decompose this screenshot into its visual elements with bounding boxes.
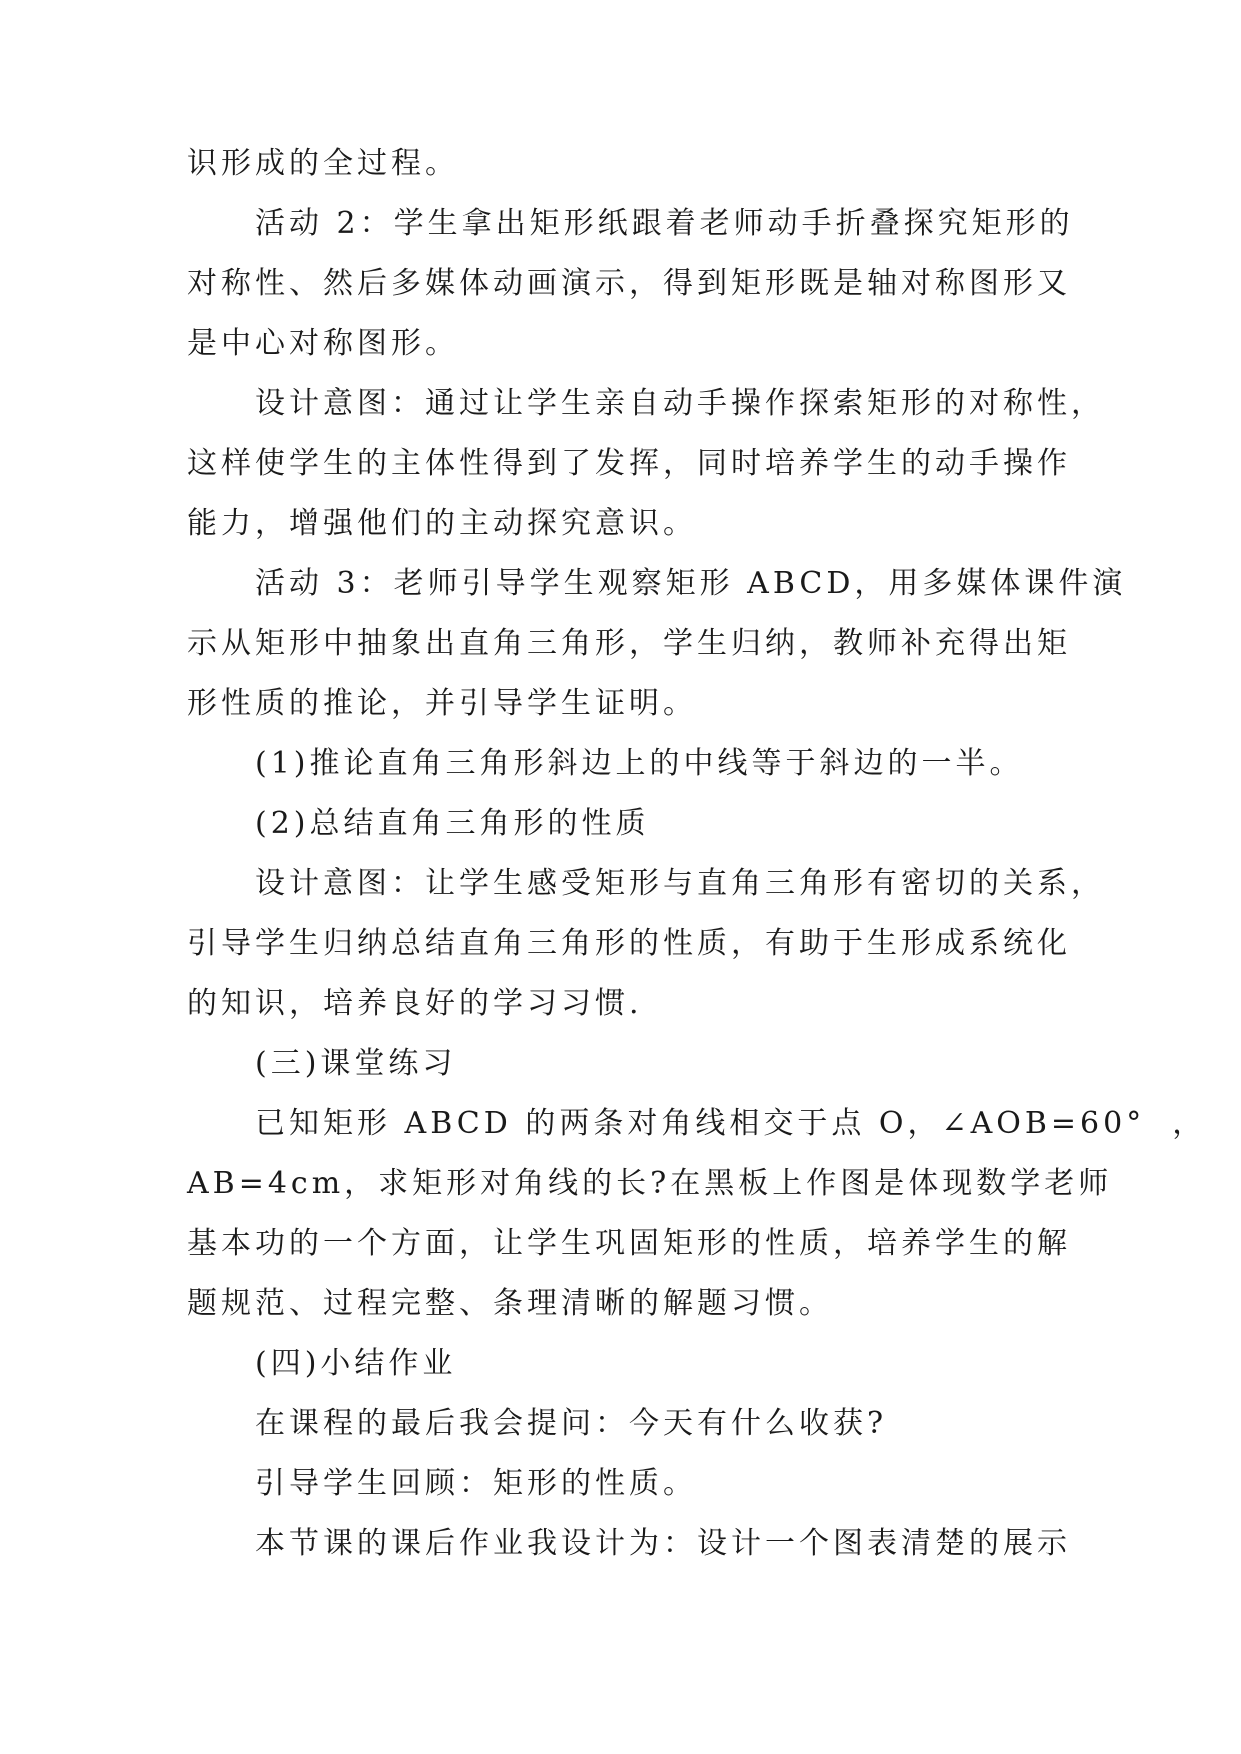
section-heading: (四)小结作业 — [255, 1346, 457, 1381]
text-line: 是中心对称图形。 — [187, 326, 459, 361]
text-line: 能力，增强他们的主动探究意识。 — [187, 506, 697, 541]
text-line: 的知识，培养良好的学习习惯. — [187, 986, 643, 1021]
text-line: 已知矩形 ABCD 的两条对角线相交于点 O，∠AOB=60° ， — [255, 1106, 1207, 1141]
text-line: (1)推论直角三角形斜边上的中线等于斜边的一半。 — [255, 746, 1024, 781]
text-line: 设计意图：通过让学生亲自动手操作探索矩形的对称性， — [255, 386, 1105, 421]
text-line: (2)总结直角三角形的性质 — [255, 806, 650, 841]
text-line: 本节课的课后作业我设计为：设计一个图表清楚的展示 — [255, 1526, 1071, 1561]
text-line: 题规范、过程完整、条理清晰的解题习惯。 — [187, 1286, 833, 1321]
text-line: 示从矩形中抽象出直角三角形，学生归纳，教师补充得出矩 — [187, 626, 1071, 661]
text-line: 引导学生归纳总结直角三角形的性质，有助于生形成系统化 — [187, 926, 1071, 961]
text-line: 形性质的推论，并引导学生证明。 — [187, 686, 697, 721]
text-line: 活动 3：老师引导学生观察矩形 ABCD，用多媒体课件演 — [255, 566, 1127, 601]
text-line: 这样使学生的主体性得到了发挥，同时培养学生的动手操作 — [187, 446, 1071, 481]
text-line: 活动 2：学生拿出矩形纸跟着老师动手折叠探究矩形的 — [255, 206, 1074, 241]
section-heading: (三)课堂练习 — [255, 1046, 457, 1081]
text-line: 设计意图：让学生感受矩形与直角三角形有密切的关系， — [255, 866, 1105, 901]
text-line: 在课程的最后我会提问：今天有什么收获? — [255, 1406, 888, 1441]
text-line: AB=4cm，求矩形对角线的长?在黑板上作图是体现数学老师 — [187, 1166, 1113, 1201]
text-line: 识形成的全过程。 — [187, 146, 459, 181]
text-line: 基本功的一个方面，让学生巩固矩形的性质，培养学生的解 — [187, 1226, 1071, 1261]
text-line: 对称性、然后多媒体动画演示，得到矩形既是轴对称图形又 — [187, 266, 1071, 301]
text-line: 引导学生回顾：矩形的性质。 — [255, 1466, 697, 1501]
